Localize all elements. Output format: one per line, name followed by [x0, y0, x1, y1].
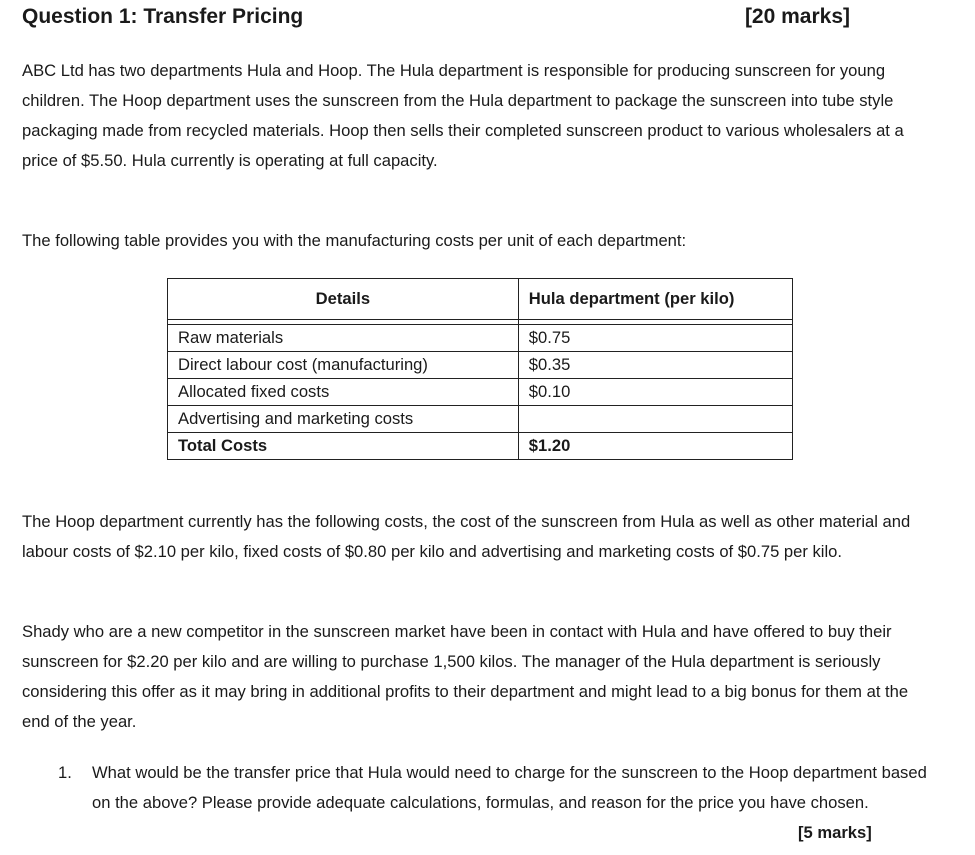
cost-table [167, 278, 793, 460]
row-detail: Direct labour cost (manufacturing) [168, 352, 519, 379]
column-header-details: Details [168, 279, 519, 320]
question-item-marks: [5 marks] [798, 823, 872, 842]
table-row [168, 352, 793, 379]
total-label: Total Costs [168, 433, 519, 460]
shady-offer-paragraph: Shady who are a new competitor in the sunscreen market have been in contact with Hula and have offered to buy their sunscreen for $2.20 per kilo and are willing to purchase 1,500 kilos. The manager of the Hula department is seriously considering this offer as it may bring in additional profits to their department and might lead to a big bonus for them at the end of the year. [22, 622, 909, 731]
table-row [168, 325, 793, 352]
table-total-row [168, 433, 793, 460]
row-value: $0.35 [518, 352, 792, 379]
question-text: What would be the transfer price that Hula would need to charge for the sunscreen to the Hoop department based on the above? Please provide adequate calculations, formulas, and reason for the price you have chosen. [92, 763, 927, 812]
question-heading [22, 2, 850, 32]
total-value: $1.20 [518, 433, 792, 460]
intro-paragraph: ABC Ltd has two departments Hula and Hoop. The Hula department is responsible for producing sunscreen for young children. The Hoop department uses the sunscreen from the Hula department to package the sunscreen into tube style packaging made from recycled materials. Hoop then sells their completed sunscreen product to various wholesalers at a price of $5.50. Hula currently is operating at full capacity. [22, 61, 904, 170]
column-header-hula: Hula department (per kilo) [518, 279, 792, 320]
question-title: Question 1: Transfer Pricing [22, 5, 304, 28]
table-header-row [168, 279, 793, 320]
question-number: 1. [58, 763, 72, 782]
hoop-costs-paragraph: The Hoop department currently has the following costs, the cost of the sunscreen from Hula as well as other material and labour costs of $2.10 per kilo, fixed costs of $0.80 per kilo and advertising and marketing costs of $0.75 per kilo. [22, 512, 911, 561]
row-value: $0.10 [518, 379, 792, 406]
table-row [168, 406, 793, 433]
row-value: $0.75 [518, 325, 792, 352]
row-detail: Allocated fixed costs [168, 379, 519, 406]
row-detail: Advertising and marketing costs [168, 406, 519, 433]
row-value [518, 406, 792, 433]
question-marks: [20 marks] [744, 5, 850, 28]
table-row [168, 379, 793, 406]
row-detail: Raw materials [168, 325, 519, 352]
table-intro-paragraph: The following table provides you with the manufacturing costs per unit of each department: [22, 231, 687, 250]
